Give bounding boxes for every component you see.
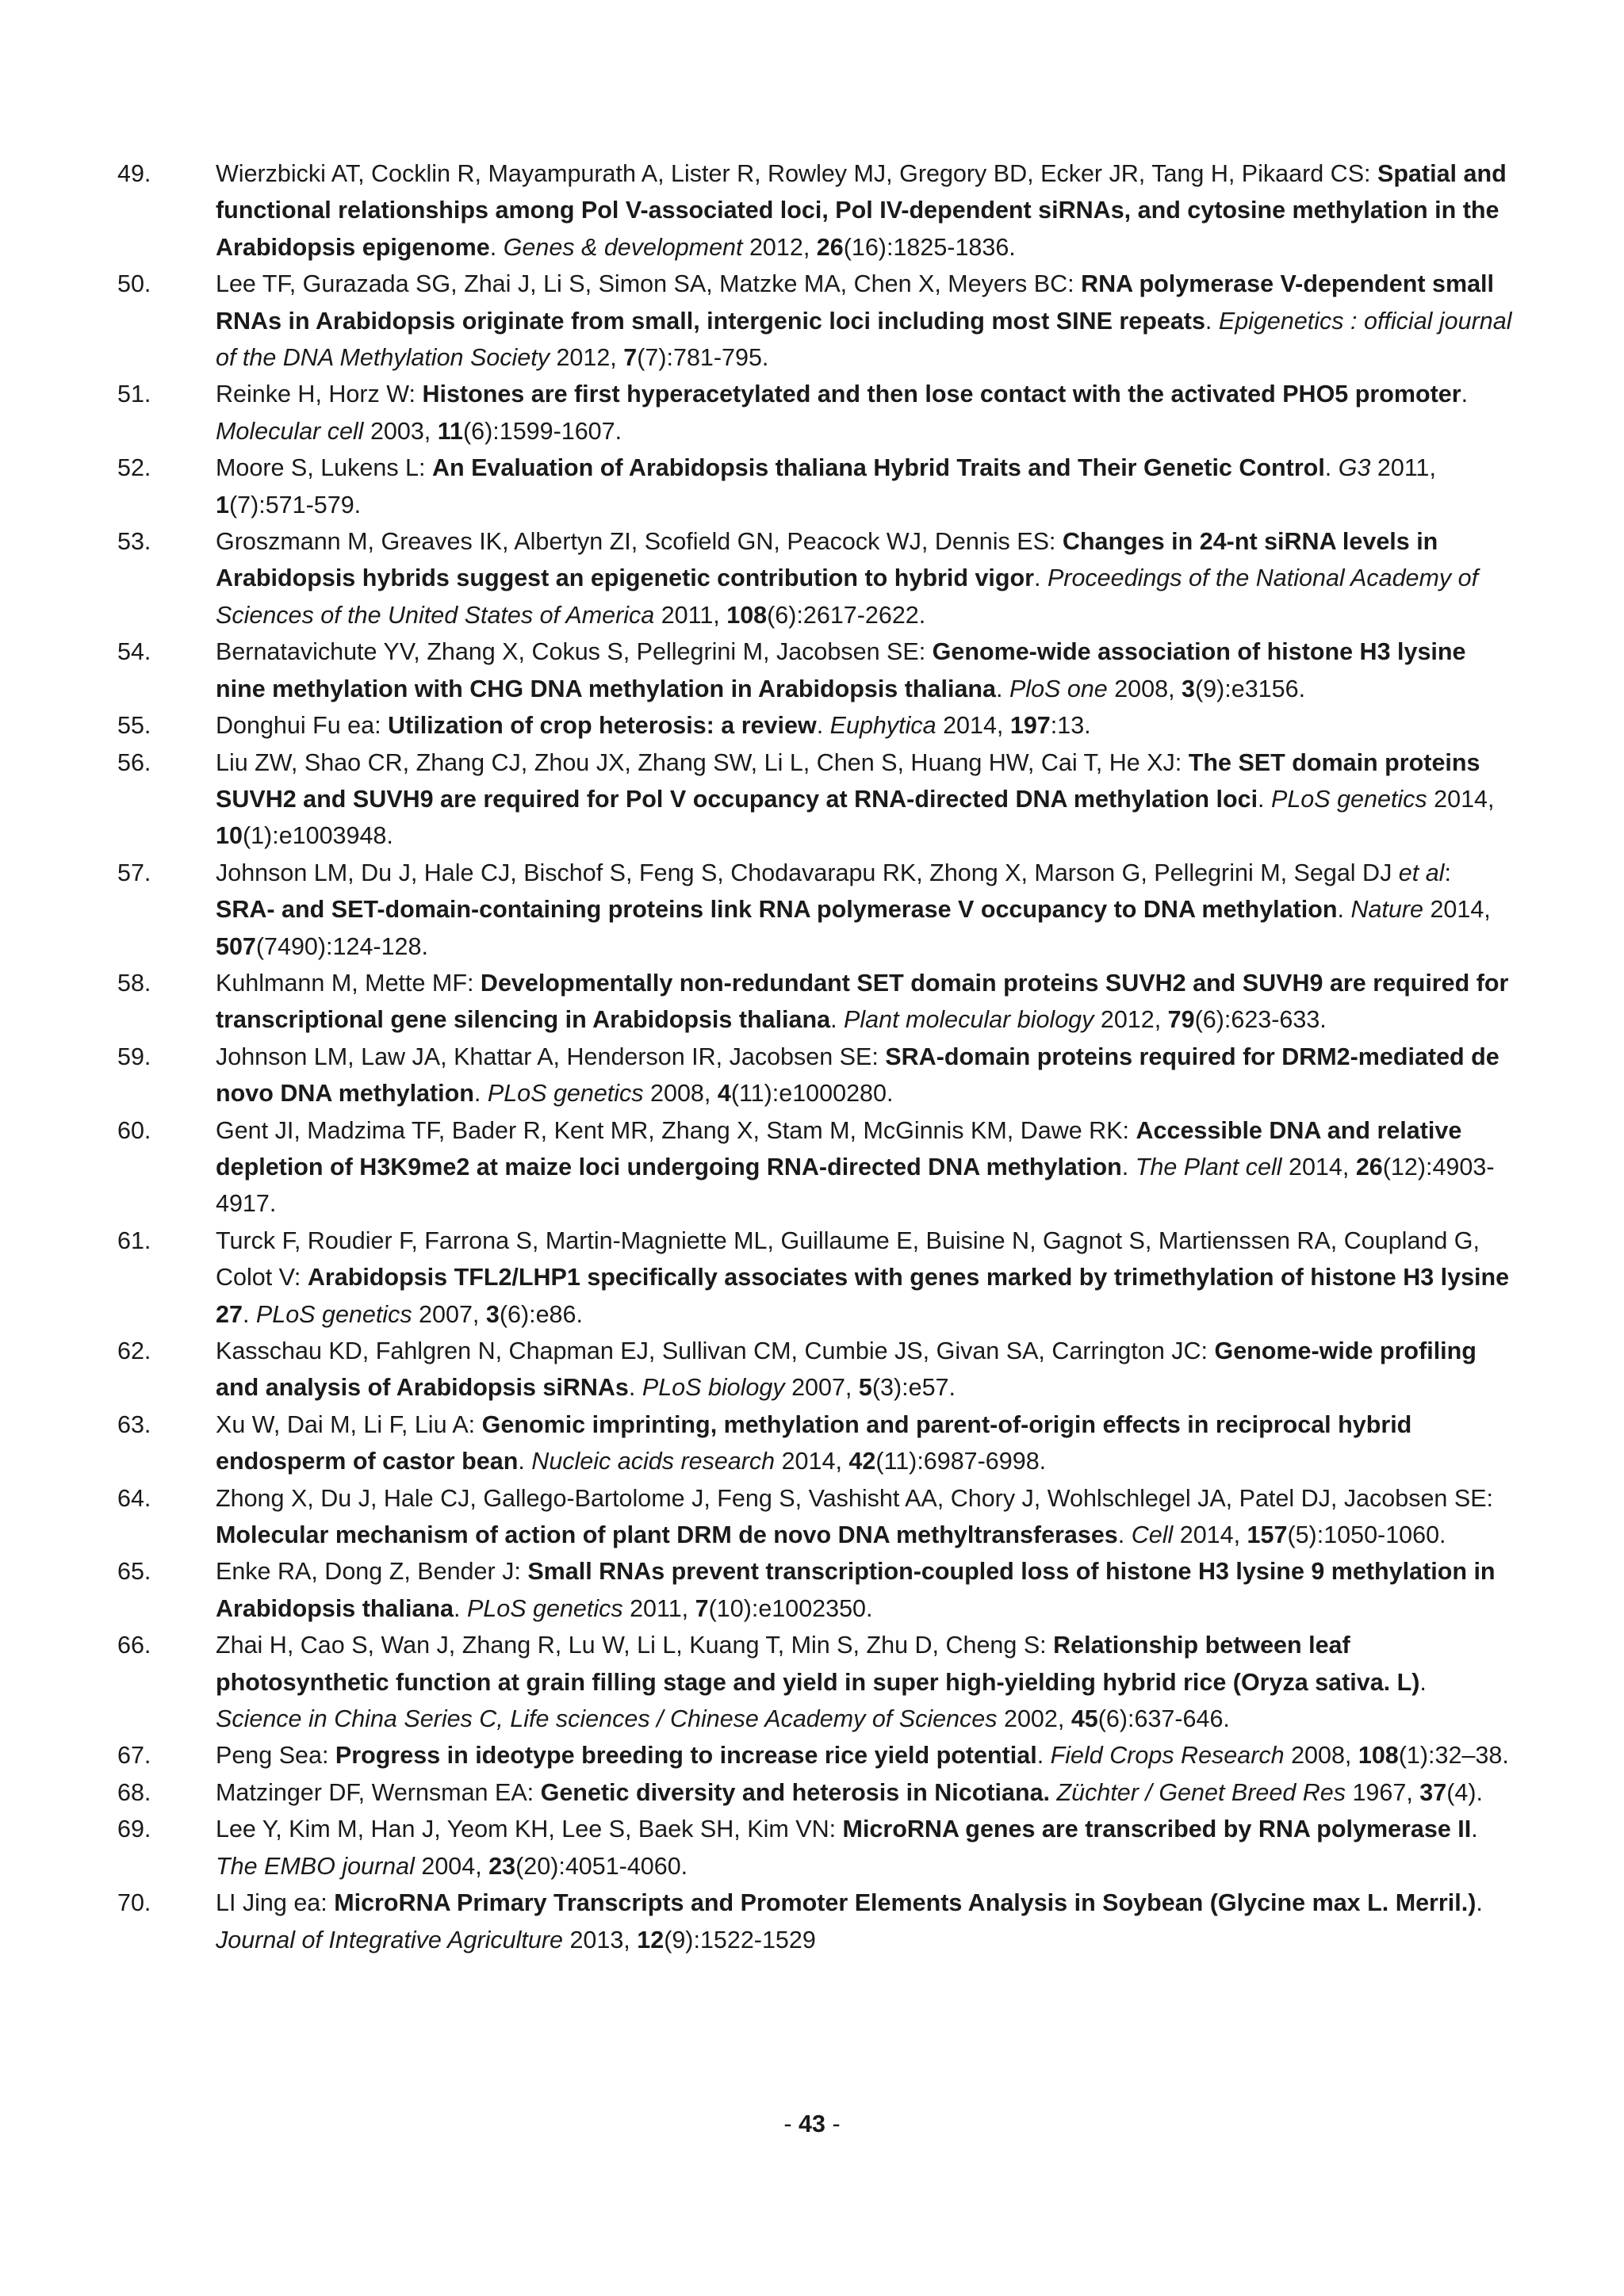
reference-authors: Lee Y, Kim M, Han J, Yeom KH, Lee S, Baek SH, Kim VN:: [216, 1816, 843, 1843]
reference-separator: .: [242, 1300, 256, 1328]
reference-item: [117, 1480, 1513, 1554]
reference-journal: Journal of Integrative Agriculture: [216, 1926, 563, 1954]
reference-number: 60.: [117, 1116, 151, 1144]
reference-item: [117, 1406, 1513, 1480]
reference-number: 68.: [117, 1778, 151, 1806]
reference-volume: 157: [1247, 1521, 1288, 1549]
reference-separator: .: [1036, 1742, 1051, 1770]
reference-pages: (10):e1002350.: [708, 1594, 873, 1622]
reference-separator: .: [1258, 785, 1271, 813]
reference-separator: .: [628, 1374, 642, 1402]
reference-pages: (7490):124-128.: [255, 932, 428, 960]
reference-pages: (7):571-579.: [228, 491, 362, 519]
reference-number: 52.: [117, 454, 151, 482]
reference-year: 2014,: [936, 712, 1010, 740]
reference-number: 50.: [117, 270, 151, 298]
reference-pages: (5):1050-1060.: [1287, 1521, 1446, 1549]
reference-number: 69.: [117, 1816, 151, 1843]
reference-pages: (6):623-633.: [1194, 1006, 1327, 1034]
reference-title: SRA- and SET-domain-containing proteins link RNA polymerase V occupancy to DNA methylation: [216, 896, 1338, 924]
reference-item: [117, 1885, 1513, 1958]
reference-authors: Matzinger DF, Wernsman EA:: [216, 1778, 541, 1806]
reference-pages: (9):e3156.: [1195, 675, 1306, 702]
reference-title: Histones are first hyperacetylated and then lose contact with the activated PHO5 promoter: [422, 381, 1461, 408]
reference-journal: Nucleic acids research: [531, 1448, 776, 1475]
reference-pages: (6):2617-2622.: [767, 601, 926, 629]
reference-number: 61.: [117, 1226, 151, 1254]
reference-item: [117, 965, 1513, 1039]
reference-separator: .: [1461, 381, 1469, 408]
reference-number: 59.: [117, 1043, 151, 1070]
reference-volume: 3: [1182, 675, 1195, 702]
reference-item: [117, 855, 1513, 965]
reference-text: [216, 1227, 1509, 1328]
reference-separator: .: [489, 233, 504, 261]
reference-year: 2011,: [622, 1594, 695, 1622]
reference-pages: :13.: [1050, 712, 1091, 740]
reference-text: [216, 454, 1436, 518]
reference-item: [117, 155, 1513, 266]
reference-journal: Euphytica: [829, 712, 936, 740]
reference-text: [216, 1816, 1478, 1879]
reference-pages: (4).: [1446, 1778, 1483, 1806]
reference-authors: LI Jing ea:: [216, 1889, 335, 1917]
reference-item: [117, 1774, 1513, 1811]
reference-authors: Reinke H, Horz W:: [216, 381, 423, 408]
reference-separator: .: [1471, 1816, 1478, 1843]
reference-journal: The Plant cell: [1135, 1153, 1282, 1181]
reference-volume: 11: [437, 417, 463, 445]
reference-number: 56.: [117, 748, 151, 776]
reference-list: [117, 155, 1513, 1958]
reference-title: Developmentally non-redundant SET domain proteins SUVH2 and SUVH9 are required for transcriptional gene silencing in Arabidopsis thaliana: [216, 969, 1509, 1034]
reference-title: Changes in 24-nt siRNA levels in Arabidopsis hybrids suggest an epigenetic contribution to hybrid vigor: [216, 528, 1438, 592]
reference-authors: Gent JI, Madzima TF, Bader R, Kent MR, Zhang X, Stam M, McGinnis KM, Dawe RK:: [216, 1116, 1136, 1144]
reference-number: 58.: [117, 969, 151, 997]
reference-journal: PloS one: [1009, 675, 1108, 702]
reference-volume: 10: [216, 822, 243, 850]
reference-title: MicroRNA genes are transcribed by RNA polymerase II: [842, 1816, 1472, 1843]
reference-authors: Wierzbicki AT, Cocklin R, Mayampurath A, Lister R, Rowley MJ, Gregory BD, Ecker JR, Tang H, Pikaard CS:: [216, 160, 1377, 187]
page-number: [0, 2106, 1624, 2142]
reference-separator: .: [473, 1080, 488, 1108]
reference-year: 2014,: [1281, 1153, 1356, 1181]
reference-text: [216, 1411, 1411, 1475]
reference-number: 65.: [117, 1558, 151, 1586]
reference-journal: Züchter / Genet Breed Res: [1056, 1778, 1346, 1806]
reference-volume: 26: [816, 233, 844, 261]
reference-item: [117, 1223, 1513, 1333]
reference-authors: Lee TF, Gurazada SG, Zhai J, Li S, Simon SA, Matzke MA, Chen X, Meyers BC:: [216, 270, 1082, 298]
reference-authors: Liu ZW, Shao CR, Zhang CJ, Zhou JX, Zhang SW, Li L, Chen S, Huang HW, Cai T, He XJ:: [216, 748, 1189, 776]
reference-item: [117, 707, 1513, 744]
reference-year: 2012,: [1094, 1006, 1168, 1034]
reference-authors-etal: et al: [1398, 859, 1445, 886]
reference-title: Progress in ideotype breeding to increase rice yield potential: [335, 1742, 1037, 1770]
reference-item: [117, 1627, 1513, 1737]
reference-title: Genomic imprinting, methylation and parent-of-origin effects in reciprocal hybrid endosperm of castor bean: [216, 1410, 1412, 1475]
reference-pages: (11):e1000280.: [730, 1080, 894, 1108]
reference-separator: .: [1205, 307, 1219, 335]
reference-year: 2008,: [643, 1080, 718, 1108]
reference-title: Relationship between leaf photosynthetic function at grain filling stage and yield in super high-yielding hybrid rice (Oryza sativa. L): [216, 1632, 1420, 1696]
reference-title: Genetic diversity and heterosis in Nicotiana.: [540, 1778, 1051, 1806]
reference-journal: Proceedings of the National Academy of Sciences of the United States of America: [216, 564, 1479, 629]
reference-authors: Enke RA, Dong Z, Bender J:: [216, 1558, 528, 1586]
reference-journal: Science in China Series C, Life sciences / Chinese Academy of Sciences: [216, 1705, 998, 1733]
reference-number: 70.: [117, 1889, 151, 1917]
reference-year: 2014,: [775, 1448, 849, 1475]
reference-title: Genome-wide association of histone H3 lysine nine methylation with CHG DNA methylation in Arabidopsis thaliana: [216, 638, 1466, 702]
reference-number: 63.: [117, 1410, 151, 1438]
reference-text: [216, 638, 1466, 702]
reference-text: [216, 1632, 1427, 1732]
reference-item: [117, 1039, 1513, 1112]
reference-volume: 7: [695, 1594, 709, 1622]
reference-title: Small RNAs prevent transcription-coupled loss of histone H3 lysine 9 methylation in Arabidopsis thaliana: [216, 1558, 1496, 1622]
reference-authors: Kuhlmann M, Mette MF:: [216, 969, 481, 997]
reference-item: [117, 1811, 1513, 1885]
reference-pages: (1):32–38.: [1398, 1742, 1509, 1770]
reference-year: 2007,: [784, 1374, 859, 1402]
reference-separator: .: [1337, 896, 1351, 924]
reference-item: [117, 1737, 1513, 1774]
reference-separator: .: [1121, 1153, 1136, 1181]
reference-text: [216, 1337, 1477, 1401]
reference-authors: Bernatavichute YV, Zhang X, Cokus S, Pellegrini M, Jacobsen SE:: [216, 638, 933, 666]
page-number-value: 43: [799, 2110, 825, 2137]
reference-title: MicroRNA Primary Transcripts and Promoter Elements Analysis in Soybean (Glycine max L. Merril.): [334, 1889, 1477, 1917]
reference-journal: PLoS genetics: [255, 1300, 412, 1328]
reference-year: 2011,: [654, 601, 727, 629]
reference-pages: (1):e1003948.: [242, 822, 393, 850]
reference-pages: (9):1522-1529: [664, 1926, 816, 1954]
reference-item: [117, 1333, 1513, 1406]
reference-volume: 108: [726, 601, 768, 629]
reference-volume: 5: [858, 1374, 872, 1402]
reference-authors: Johnson LM, Law JA, Khattar A, Henderson IR, Jacobsen SE:: [216, 1043, 886, 1070]
reference-number: 62.: [117, 1337, 151, 1364]
reference-authors: Donghui Fu ea:: [216, 712, 389, 740]
reference-volume: 12: [637, 1926, 665, 1954]
reference-volume: 4: [717, 1080, 731, 1108]
reference-separator: [1050, 1779, 1056, 1806]
reference-title: Accessible DNA and relative depletion of H3K9me2 at maize loci undergoing RNA-directed DNA methylation: [216, 1116, 1462, 1181]
reference-separator: .: [996, 675, 1009, 702]
reference-volume: 507: [216, 932, 256, 960]
reference-title: Spatial and functional relationships among Pol V-associated loci, Pol IV-dependent siRNAs, and cytosine methylation in the Arabidopsis epigenome: [216, 160, 1507, 261]
reference-journal: Genes & development: [503, 233, 743, 261]
reference-pages: (20):4051-4060.: [515, 1852, 688, 1880]
reference-journal: Epigenetics : official journal of the DNA Methylation Society: [216, 307, 1512, 372]
reference-journal: Cell: [1131, 1521, 1174, 1549]
reference-journal: The EMBO journal: [216, 1852, 415, 1880]
reference-text: [216, 749, 1495, 850]
reference-authors: Zhong X, Du J, Hale CJ, Gallego-Bartolome J, Feng S, Vashisht AA, Chory J, Wohlschlegel JA, Patel DJ, Jacobsen SE:: [216, 1484, 1494, 1512]
reference-volume: 26: [1355, 1153, 1383, 1181]
reference-text: [216, 528, 1478, 629]
reference-pages: (16):1825-1836.: [843, 233, 1016, 261]
reference-year: 2014,: [1173, 1521, 1247, 1549]
reference-authors: Johnson LM, Du J, Hale CJ, Bischof S, Feng S, Chodavarapu RK, Zhong X, Marson G, Pellegrini M, Segal DJ: [216, 859, 1399, 886]
reference-pages: (3):e57.: [871, 1374, 956, 1402]
reference-volume: 79: [1167, 1006, 1195, 1034]
reference-text: [216, 381, 1468, 444]
reference-text: [216, 160, 1507, 261]
reference-pages: (7):781-795.: [637, 344, 769, 372]
reference-text: [216, 1117, 1494, 1218]
reference-year: 2008,: [1107, 675, 1182, 702]
reference-journal: PLoS genetics: [487, 1080, 644, 1108]
reference-item: [117, 266, 1513, 376]
reference-pages: (6):637-646.: [1097, 1705, 1230, 1733]
reference-text: [216, 1889, 1483, 1953]
reference-journal: Nature: [1350, 896, 1423, 924]
reference-title: SRA-domain proteins required for DRM2-mediated de novo DNA methylation: [216, 1043, 1500, 1108]
reference-journal: G3: [1338, 454, 1371, 482]
reference-item: [117, 744, 1513, 855]
reference-year: 2008,: [1284, 1742, 1358, 1770]
reference-text: [216, 1779, 1483, 1806]
reference-number: 49.: [117, 160, 151, 187]
reference-title: The SET domain proteins SUVH2 and SUVH9 are required for Pol V occupancy at RNA-directed DNA methylation loci: [216, 748, 1480, 813]
reference-number: 64.: [117, 1484, 151, 1512]
reference-year: 2013,: [562, 1926, 638, 1954]
reference-item: [117, 450, 1513, 523]
reference-separator: .: [1117, 1521, 1132, 1549]
reference-year: 2003,: [363, 417, 438, 445]
reference-year: 2014,: [1427, 785, 1495, 813]
reference-separator: .: [518, 1448, 532, 1475]
reference-title: Arabidopsis TFL2/LHP1 specifically associates with genes marked by trimethylation of histone H3 lysine 27: [216, 1264, 1510, 1328]
reference-number: 54.: [117, 638, 151, 666]
reference-year: 2014,: [1423, 896, 1491, 924]
reference-number: 67.: [117, 1742, 151, 1770]
reference-journal: Plant molecular biology: [844, 1006, 1094, 1034]
reference-item: [117, 633, 1513, 707]
reference-pages: (12):4903-4917.: [216, 1153, 1495, 1218]
reference-year: 2004,: [414, 1852, 489, 1880]
reference-year: 2012,: [742, 233, 817, 261]
reference-number: 57.: [117, 859, 151, 886]
reference-separator: .: [1034, 564, 1048, 592]
reference-authors: Zhai H, Cao S, Wan J, Zhang R, Lu W, Li L, Kuang T, Min S, Zhu D, Cheng S:: [216, 1632, 1054, 1659]
reference-title: Molecular mechanism of action of plant DRM de novo DNA methyltransferases: [216, 1521, 1118, 1549]
reference-item: [117, 1553, 1513, 1627]
reference-year: 1967,: [1346, 1778, 1420, 1806]
reference-text: [216, 1558, 1496, 1621]
reference-authors: Groszmann M, Greaves IK, Albertyn ZI, Scofield GN, Peacock WJ, Dennis ES:: [216, 528, 1063, 556]
page-number-prefix: -: [783, 2110, 799, 2137]
reference-volume: 7: [623, 344, 638, 372]
reference-authors-end: :: [1444, 859, 1451, 886]
reference-text: [216, 270, 1511, 371]
reference-volume: 45: [1071, 1705, 1098, 1733]
reference-title: RNA polymerase V-dependent small RNAs in Arabidopsis originate from small, intergenic loci including most SINE repeats: [216, 270, 1494, 335]
reference-authors: Moore S, Lukens L:: [216, 454, 432, 482]
reference-separator: .: [816, 712, 830, 740]
reference-text: [216, 712, 1091, 739]
reference-year: 2007,: [412, 1300, 486, 1328]
reference-text: [216, 859, 1491, 960]
reference-text: [216, 1485, 1493, 1548]
reference-volume: 108: [1358, 1742, 1399, 1770]
reference-pages: (11):6987-6998.: [875, 1448, 1047, 1475]
reference-year: 2002,: [997, 1705, 1071, 1733]
reference-volume: 3: [485, 1300, 500, 1328]
reference-volume: 23: [488, 1852, 516, 1880]
page-number-suffix: -: [825, 2110, 841, 2137]
reference-journal: PLoS biology: [642, 1374, 785, 1402]
reference-journal: PLoS genetics: [466, 1594, 623, 1622]
reference-journal: PLoS genetics: [1271, 785, 1427, 813]
reference-pages: (6):e86.: [499, 1300, 583, 1328]
reference-authors: Kasschau KD, Fahlgren N, Chapman EJ, Sullivan CM, Cumbie JS, Givan SA, Carrington JC:: [216, 1337, 1215, 1364]
reference-separator: .: [830, 1006, 845, 1034]
reference-title: Genome-wide profiling and analysis of Arabidopsis siRNAs: [216, 1337, 1477, 1402]
reference-journal: Field Crops Research: [1050, 1742, 1285, 1770]
reference-volume: 197: [1009, 712, 1051, 740]
reference-item: [117, 376, 1513, 450]
reference-separator: .: [1476, 1889, 1483, 1917]
reference-year: 2012,: [549, 344, 624, 372]
reference-authors: Turck F, Roudier F, Farrona S, Martin-Magniette ML, Guillaume E, Buisine N, Gagnot S, Martienssen RA, Coupland G, Colot V:: [216, 1226, 1480, 1292]
reference-separator: .: [1324, 454, 1339, 482]
reference-text: [216, 1742, 1509, 1769]
reference-year: 2011,: [1370, 454, 1436, 482]
reference-text: [216, 1043, 1500, 1107]
reference-volume: 37: [1419, 1778, 1447, 1806]
reference-number: 55.: [117, 712, 151, 740]
reference-number: 51.: [117, 381, 151, 408]
reference-title: An Evaluation of Arabidopsis thaliana Hybrid Traits and Their Genetic Control: [431, 454, 1325, 482]
reference-item: [117, 1112, 1513, 1223]
reference-title: Utilization of crop heterosis: a review: [388, 712, 817, 740]
reference-separator: .: [453, 1594, 467, 1622]
reference-pages: (6):1599-1607.: [463, 417, 622, 445]
reference-journal: Molecular cell: [216, 417, 364, 445]
reference-item: [117, 523, 1513, 633]
reference-number: 53.: [117, 528, 151, 556]
reference-text: [216, 970, 1508, 1033]
reference-volume: 42: [848, 1448, 876, 1475]
reference-number: 66.: [117, 1632, 151, 1659]
reference-separator: .: [1419, 1668, 1427, 1696]
reference-volume: 1: [216, 491, 229, 519]
reference-authors: Xu W, Dai M, Li F, Liu A:: [216, 1410, 482, 1438]
reference-authors: Peng Sea:: [216, 1742, 335, 1770]
